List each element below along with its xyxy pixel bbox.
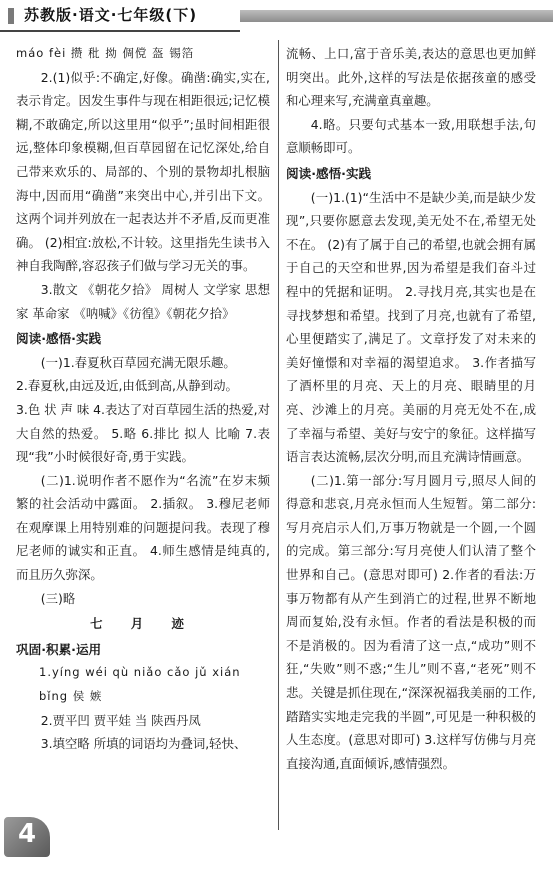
section-heading: 巩固·积累·运用 xyxy=(16,641,102,657)
header-title: 苏教版·语文·七年级(下) xyxy=(24,6,198,24)
answer-paragraph: 4.略。只要句式基本一致,用联想手法,句意顺畅即可。 xyxy=(286,116,536,156)
answer-paragraph: 流畅、上口,富于音乐美,表达的意思也更加鲜明突出。此外,这样的写法是依据孩童的感受和心理来写,充满童真童趣。 xyxy=(286,46,536,109)
header-mark-icon xyxy=(8,8,14,24)
answer-paragraph: 2.春夏秋,由远及近,由低到高,从静到动。 xyxy=(16,378,238,394)
answer-paragraph: 2.(1)似乎:不确定,好像。确凿:确实,实在,表示肯定。因发生事件与现在相距很远;记忆模糊,不敢确定,所以这里用“似乎”;虽时间相距很远,整体印象模糊,但百草园留在记忆深处,给自己带来欢乐的、局部的、个别的景物却扎根脑海中,因而用“确凿”来突出中心,并引出下文。这两个词并列放在一起表达并不矛盾,反而更准确。 (2)相宜:放松,不计较。这里指先生读书入神自我陶醉,容忍孩子们做与学习无关的事。 xyxy=(16,69,270,274)
header-tab xyxy=(0,0,240,32)
chapter-title: 七 月 迹 xyxy=(90,616,196,632)
answer-paragraph: (一)1.(1)“生活中不是缺少美,而是缺少发现”,只要你愿意去发现,美无处不在,希望无处不在。 (2)有了属于自己的希望,也就会拥有属于自己的天空和世界,因为希望是我们奋斗过程中的凭据和证明。 2.寻找月亮,其实也是在寻找梦想和希望。找到了月亮,也就有了希望,心里便踏实了,满足了。文章抒发了对未来的美好憧憬和对幸福的渴望追求。 3.作者描写了酒杯里的月亮、天上的月亮、眼睛里的月亮、沙滩上的月亮。美丽的月亮无处不在,成了幸福与希望、美好与安宁的象征。这样描写语言表达流畅,层次分明,而且充满诗情画意。 xyxy=(286,189,536,465)
pinyin-row: máo fèi 攒 秕 拗 倜傥 盔 锡箔 xyxy=(16,46,195,60)
section-heading: 阅读·感悟·实践 xyxy=(286,165,372,181)
answer-paragraph: 3.色 状 声 味 4.表达了对百草园生活的热爱,对大自然的热爱。 5.略 6.排比 拟人 比喻 7.表现“我”小时候很好奇,勇于实践。 xyxy=(16,401,270,465)
answer-paragraph: (三)略 xyxy=(40,590,76,606)
answer-paragraph: (二)1.第一部分:写月圆月亏,照尽人间的得意和悲哀,月亮永恒而人生短暂。第二部分:写月亮启示人们,万事万物就是一个圆,一个圆的完成。第三部分:写月亮使人们认清了整个世界和自己。(意思对即可) 2.作者的看法:万事万物都有从产生到消亡的过程,世界不断地周而复始,没有永恒。作者的看法是积极的而不是消极的。因为看清了这一点,“成功”则不狂,“失败”则不惑;“生儿”则不喜,“老死”则不悲。关键是抓住现在,“深深祝福我美丽的工作,踏踏实实地走完我的半圆”,可见是一种积极的人生态度。(意思对即可) 3.这样写仿佛与月亮直接沟通,直面倾诉,感情强烈。 xyxy=(286,472,536,771)
answer-paragraph: 2.贾平凹 贾平娃 当 陕西丹凤 xyxy=(40,712,201,728)
answer-paragraph: 3.填空略 所填的词语均为叠词,轻快、 xyxy=(40,736,247,752)
column-divider xyxy=(278,40,279,830)
page-number-badge xyxy=(4,817,54,867)
section-heading: 阅读·感悟·实践 xyxy=(16,331,102,347)
page-number: 4 xyxy=(18,819,37,849)
answer-paragraph: (一)1.春夏秋百草园充满无限乐趣。 xyxy=(40,354,236,370)
answer-paragraph: (二)1.说明作者不愿作为“名流”在岁末频繁的社会活动中露面。 2.插叙。 3.穆尼老师在观摩课上用特别难的问题提问我。表现了穆尼老师的诚实和正直。 4.师生感情是纯真的,而且历久弥深。 xyxy=(16,472,270,583)
pinyin-answer: 1.yíng wéi qù niǎo cǎo jǔ xián xyxy=(39,665,241,680)
answer-paragraph: 3.散文 《朝花夕拾》 周树人 文学家 思想家 革命家 《呐喊》《彷徨》《朝花夕拾》 xyxy=(16,281,270,321)
right-column xyxy=(286,42,536,775)
left-column xyxy=(16,42,270,756)
page-header xyxy=(0,0,553,34)
header-bar xyxy=(240,10,553,22)
pinyin-answer: bǐng 侯 嫉 xyxy=(39,689,103,704)
